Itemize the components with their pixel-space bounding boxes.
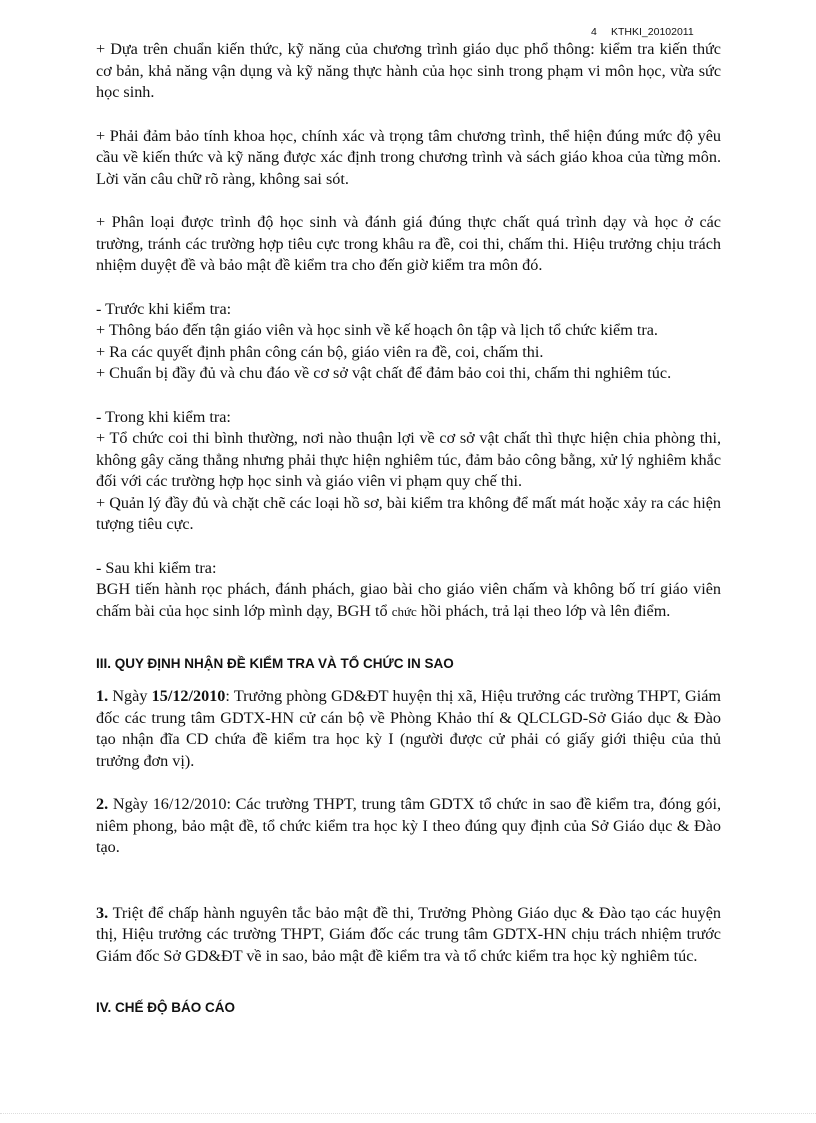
after-exam-item: [96, 579, 721, 622]
document-code: KTHKI_20102011: [611, 26, 694, 38]
before-exam-item: + Thông báo đến tận giáo viên và học sinh về kế hoạch ôn tập và lịch tổ chức kiểm tra.: [96, 321, 658, 339]
item-number: 3.: [96, 903, 109, 922]
section-3-item-3: [96, 903, 721, 968]
section-3-item-2: [96, 794, 721, 859]
during-exam-item: + Tổ chức coi thi bình thường, nơi nào thuận lợi về cơ sở vật chất thì thực hiện chia phòng thi, không gây căng thẳng nhưng phải thực hiện nghiêm túc, đảm bảo công bằng, xử lý nghiêm khắc đối với các trường hợp học sinh và giáo viên vi phạm quy chế thi.: [96, 429, 721, 490]
section-4-heading: IV. CHẾ ĐỘ BÁO CÁO: [96, 1000, 236, 1015]
page-content: [96, 39, 721, 1018]
after-exam-text: hồi phách, trả lại theo lớp và lên điểm.: [416, 601, 671, 620]
paragraph-classification: + Phân loại được trình độ học sinh và đánh giá đúng thực chất quá trình dạy và học ở các trường, tránh các trường hợp tiêu cực trong khâu ra đề, coi thi, chấm thi. Hiệu trưởng chịu trách nhiệm duyệt đề và bảo mật đề kiểm tra cho đến giờ kiểm tra môn đó.: [96, 213, 721, 274]
item-text: Triệt để chấp hành nguyên tắc bảo mật đề thi, Trưởng Phòng Giáo dục & Đào tạo các huyện thị, Hiệu trưởng các trường THPT, Giám đốc các trung tâm GDTX-HN chịu trách nhiệm trước Giám đốc Sở GD&ĐT về in sao, bảo mật đề kiểm tra và tổ chức kiểm tra học kỳ nghiêm túc.: [96, 903, 721, 965]
item-text: Ngày 16/12/2010: Các trường THPT, trung tâm GDTX tổ chức in sao đề kiểm tra, đóng gói, niêm phong, bảo mật đề, tổ chức kiểm tra học kỳ I theo đúng quy định của Sở Giáo dục & Đào tạo.: [96, 795, 721, 856]
during-exam-title: - Trong khi kiểm tra:: [96, 407, 231, 426]
item-text: : Trưởng phòng GD&ĐT huyện thị xã, Hiệu trưởng các trường THPT, Giám đốc các trung tâm GDTX-HN cử cán bộ về Phòng Khảo thí & QLCLGD-Sở Giáo dục & Đào tạo nhận đĩa CD chứa đề kiểm tra học kỳ I (người được cử phải có giấy giới thiệu của thủ trưởng đơn vị).: [96, 687, 722, 770]
page-number: 4: [591, 26, 597, 38]
after-exam-text: BGH tiến hành rọc phách, đánh phách, giao bài cho giáo viên chấm và không bố trí giáo viên chấm bài của học sinh lớp mình dạy, BGH tổ: [96, 580, 721, 620]
before-exam-item: + Chuẩn bị đầy đủ và chu đáo về cơ sở vật chất để đảm bảo coi thi, chấm thi nghiêm túc.: [96, 364, 672, 382]
during-exam-item: + Quản lý đầy đủ và chặt chẽ các loại hồ sơ, bài kiểm tra không để mất mát hoặc xảy ra các hiện tượng tiêu cực.: [96, 493, 721, 533]
page-bottom-rule: [0, 1113, 816, 1114]
item-number: 2.: [96, 795, 109, 813]
paragraph-accuracy: + Phải đảm bảo tính khoa học, chính xác và trọng tâm chương trình, thể hiện đúng mức độ yêu cầu về kiến thức và kỹ năng được xác định trong chương trình và sách giáo khoa của từng môn. Lời văn câu chữ rõ ràng, không sai sót.: [96, 126, 721, 188]
after-exam-title: - Sau khi kiểm tra:: [96, 558, 217, 577]
item-text: Ngày: [108, 687, 152, 705]
item-date: 15/12/2010: [151, 687, 226, 705]
section-3-heading: III. QUY ĐỊNH NHẬN ĐỀ KIỂM TRA VÀ TỔ CHỨC IN SAO: [96, 656, 454, 671]
before-exam-title: - Trước khi kiểm tra:: [96, 299, 232, 318]
after-exam-word: chức: [391, 603, 417, 619]
item-number: 1.: [96, 687, 109, 705]
paragraph-standards: + Dựa trên chuẩn kiến thức, kỹ năng của chương trình giáo dục phổ thông: kiểm tra kiến thức cơ bản, khả năng vận dụng và kỹ năng thực hành của học sinh trong phạm vi môn học, vừa sức học sinh.: [96, 40, 721, 101]
section-3-item-1: [96, 686, 721, 772]
before-exam-item: + Ra các quyết định phân công cán bộ, giáo viên ra đề, coi, chấm thi.: [96, 342, 544, 361]
